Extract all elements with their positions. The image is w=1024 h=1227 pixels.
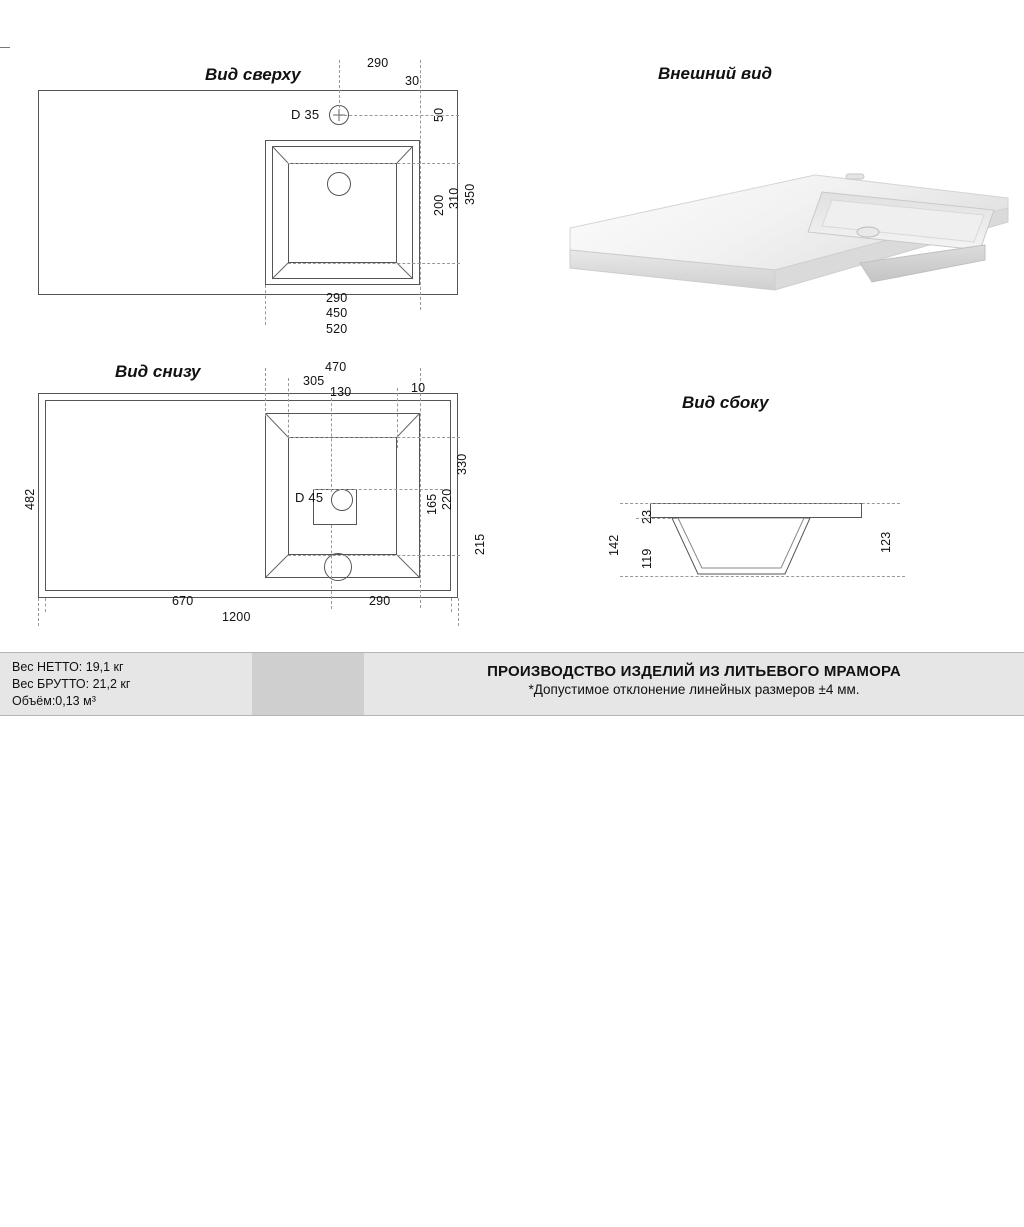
bottom-level-2	[288, 555, 460, 556]
top-dim-310-line	[0, 148, 1, 281]
bottom-ext-mid	[331, 525, 332, 609]
bottom-dim-165: 165	[425, 493, 439, 515]
top-dim-w290: 290	[326, 291, 348, 305]
bottom-dim-ext-1	[265, 368, 266, 416]
top-dim-d35: D 35	[291, 107, 320, 122]
side-dim-123: 123	[879, 531, 893, 553]
bottom-dim-470: 470	[325, 360, 347, 374]
bottom-dim-ext-2	[288, 378, 289, 438]
side-dim-119: 119	[640, 548, 654, 569]
footer-bar	[0, 652, 1024, 716]
side-level-mid	[636, 518, 676, 519]
top-dim-200-line	[0, 48, 1, 148]
bottom-dim-d45: D 45	[295, 490, 324, 505]
bottom-dim-220: 220	[440, 488, 454, 510]
view-title-exterior: Внешний вид	[658, 64, 773, 83]
bottom-dim-1200: 1200	[222, 610, 251, 624]
top-view-bowl-slopes	[272, 146, 414, 280]
top-dim-310: 310	[447, 187, 461, 209]
bottom-dim-ext-4	[420, 368, 421, 608]
bottom-ext-right2	[458, 598, 459, 626]
top-dim-350-line	[0, 281, 1, 426]
footer-tolerance-note: *Допустимое отклонение линейных размеров ±4 мм.	[528, 682, 860, 697]
bottom-dim-305: 305	[303, 374, 325, 388]
bottom-dim-220-line	[0, 468, 1, 586]
bottom-level-1	[288, 437, 460, 438]
top-dim-d35-leader	[0, 47, 10, 48]
volume: Объём:0,13 м³	[12, 694, 96, 708]
bottom-ext-right	[451, 598, 452, 612]
footer-manufacturer-note	[364, 652, 1024, 716]
top-view-axis-v	[339, 60, 340, 108]
bottom-dim-290: 290	[369, 594, 391, 608]
side-view-slab	[650, 503, 862, 518]
top-dim-50-line	[0, 2, 1, 47]
weight-brutto: Вес БРУТТО: 21,2 кг	[12, 677, 131, 691]
top-view-right-ext	[420, 60, 421, 310]
side-dim-23: 23	[640, 509, 654, 524]
bottom-dim-ext-3	[331, 388, 332, 492]
top-view-bowl-bottom-level	[288, 263, 460, 264]
bottom-dim-165-line	[0, 432, 1, 468]
top-dim-w450: 450	[326, 306, 348, 320]
bottom-dim-482-line	[0, 829, 1, 1020]
bottom-dim-482: 482	[23, 488, 37, 510]
bottom-dim-215-line	[0, 751, 1, 829]
top-dim-w520: 520	[326, 322, 348, 336]
side-view-bowl-profile	[650, 518, 865, 580]
footer-weights	[0, 652, 252, 716]
top-view-bowl-top-level	[288, 163, 460, 164]
bottom-dim-670: 670	[172, 594, 194, 608]
bottom-ext-left	[38, 598, 39, 626]
exterior-3d-render	[560, 150, 1010, 370]
view-title-bottom: Вид снизу	[115, 362, 201, 381]
bottom-view-drain-hole	[331, 489, 353, 511]
side-level-top	[620, 503, 900, 504]
side-dim-142-line	[0, 1023, 1, 1096]
footer-spacer	[252, 652, 364, 716]
bottom-dim-330: 330	[455, 453, 469, 475]
weight-netto: Вес НЕТТО: 19,1 кг	[12, 660, 124, 674]
bottom-dim-ext-5	[397, 388, 398, 448]
top-dim-30-line	[0, 1, 28, 2]
view-title-side: Вид сбоку	[682, 393, 769, 412]
top-dim-350: 350	[463, 183, 477, 205]
bottom-ext-left2	[45, 598, 46, 612]
top-view-drain-hole	[327, 172, 351, 196]
side-dim-123-line	[0, 1169, 1, 1227]
top-dim-30: 30	[405, 74, 420, 88]
side-dim-142: 142	[607, 534, 621, 556]
side-dim-119-line	[0, 1111, 1, 1169]
top-view-left-ext	[265, 285, 266, 325]
bottom-dim-10: 10	[411, 381, 426, 395]
top-dim-50: 50	[432, 107, 446, 122]
view-title-top: Вид сверху	[205, 65, 301, 84]
bottom-view-tap-hole	[324, 553, 352, 581]
bottom-dim-130: 130	[330, 385, 352, 399]
side-dim-23-line	[0, 1096, 1, 1111]
top-dim-290: 290	[367, 56, 389, 70]
bottom-dim-1200-line	[0, 1022, 420, 1023]
footer-headline: ПРОИЗВОДСТВО ИЗДЕЛИЙ ИЗ ЛИТЬЕВОГО МРАМОРА	[487, 663, 901, 680]
side-level-bottom	[620, 576, 905, 577]
bottom-level-3	[313, 489, 443, 490]
bottom-dim-215: 215	[473, 533, 487, 555]
top-dim-200: 200	[432, 194, 446, 216]
